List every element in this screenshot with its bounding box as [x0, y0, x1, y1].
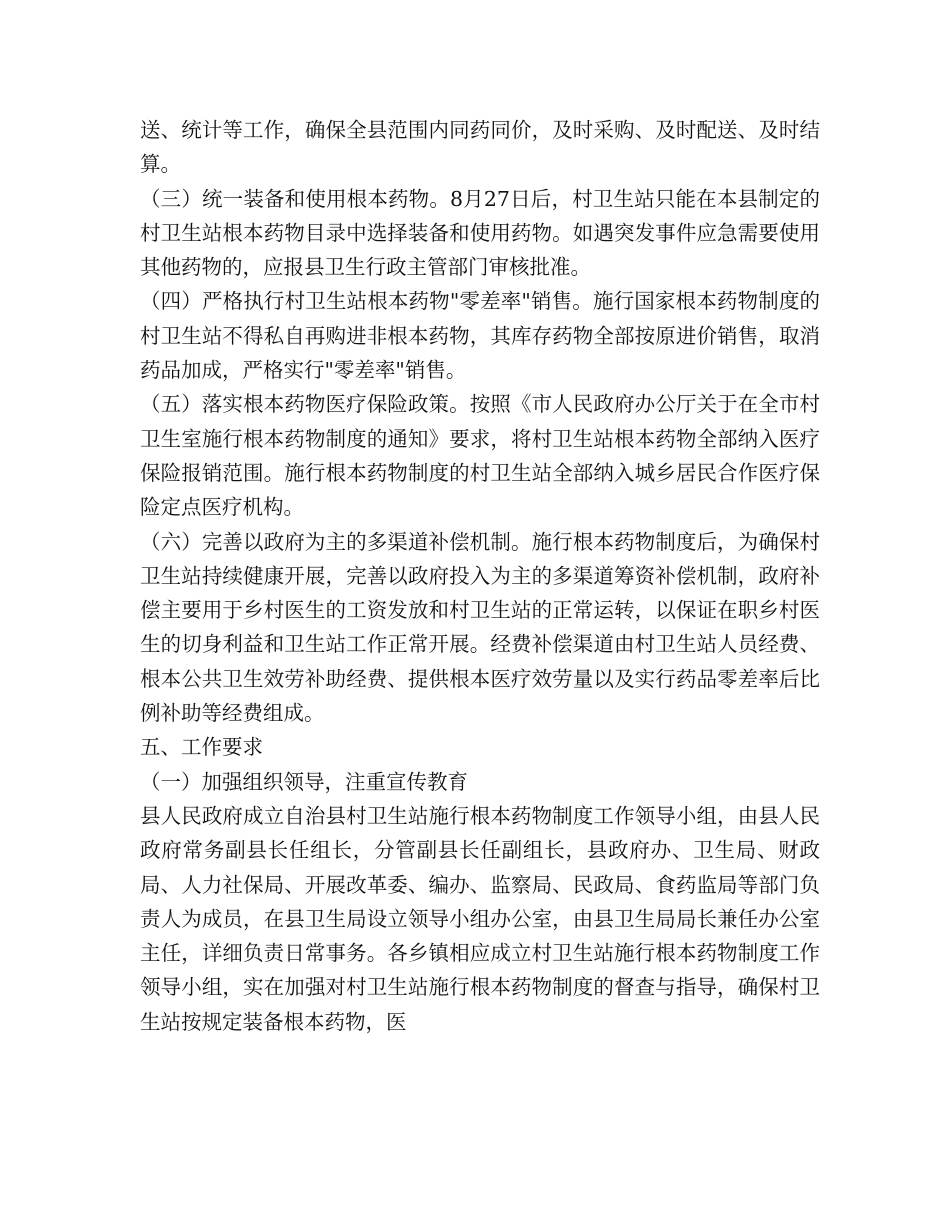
paragraph-section-6-compensation: （六）完善以政府为主的多渠道补偿机制。施行根本药物制度后，为确保村卫生站持续健康开展，完善以政府投入为主的多渠道筹资补偿机制，政府补偿主要用于乡村医生的工资发放和村卫生站的正常运转，以保证在职乡村医生的切身利益和卫生站工作正常开展。经费补偿渠道由村卫生站人员经费、根本公共卫生效劳补助经费、提供根本医疗效劳量以及实行药品零差率后比例补助等经费组成。	[140, 529, 820, 726]
heading-work-requirements: 五、工作要求	[140, 735, 263, 760]
paragraph-section-5-insurance-policy: （五）落实根本药物医疗保险政策。按照《市人民政府办公厅关于在全市村卫生室施行根本药物制度的通知》要求，将村卫生站根本药物全部纳入医疗保险报销范围。施行根本药物制度的村卫生站全部纳入城乡居民合作医疗保险定点医疗机构。	[140, 392, 820, 520]
paragraph-section-4-zero-markup: （四）严格执行村卫生站根本药物"零差率"销售。施行国家根本药物制度的村卫生站不得私自再购进非根本药物，其库存药物全部按原进价销售，取消药品加成，严格实行"零差率"销售。	[140, 289, 820, 383]
paragraph-section-3-unified-drugs: （三）统一装备和使用根本药物。8月27日后，村卫生站只能在本县制定的村卫生站根本药物目录中选择装备和使用药物。如遇突发事件应急需要使用其他药物的，应报县卫生行政主管部门审核批准。	[140, 186, 820, 280]
paragraph-leadership-group: 县人民政府成立自治县村卫生站施行根本药物制度工作领导小组，由县人民政府常务副县长任组长，分管副县长任副组长，县政府办、卫生局、财政局、人力社保局、开展改革委、编办、监察局、民政局、食药监局等部门负责人为成员，在县卫生局设立领导小组办公室，由县卫生局局长兼任办公室主任，详细负责日常事务。各乡镇相应成立村卫生站施行根本药物制度工作领导小组，实在加强对村卫生站施行根本药物制度的督查与指导，确保村卫生站按规定装备根本药物，医	[140, 803, 820, 1034]
document-body	[140, 113, 820, 1039]
subheading-organization-leadership: （一）加强组织领导，注重宣传教育	[140, 769, 468, 794]
paragraph-distribution-settlement: 送、统计等工作，确保全县范围内同药同价，及时采购、及时配送、及时结算。	[140, 118, 820, 177]
